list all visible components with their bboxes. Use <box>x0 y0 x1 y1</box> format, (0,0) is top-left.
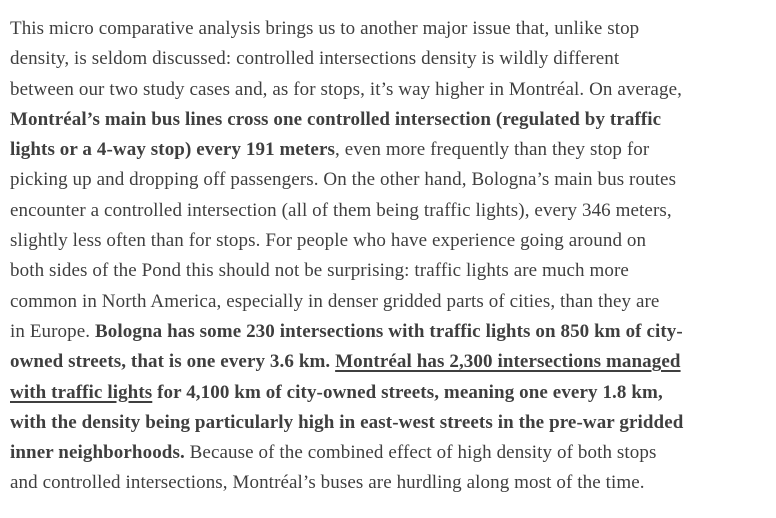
text-line <box>10 317 770 347</box>
text-run: common in North America, especially in denser gridded parts of cities, than they are <box>10 290 660 312</box>
text-line <box>10 468 770 498</box>
text-line <box>10 75 770 105</box>
traffic-lights-link[interactable]: with traffic lights <box>10 381 153 403</box>
text-run: with the density being particularly high in east-west streets in the pre-war gridded <box>10 411 684 433</box>
paragraph <box>10 14 770 499</box>
text-line <box>10 438 770 468</box>
text-run: , even more frequently than they stop for <box>335 139 650 161</box>
text-run: density, is seldom discussed: controlled intersections density is wildly different <box>10 48 620 70</box>
text-run: for 4,100 km of city-owned streets, meaning one every 1.8 km, <box>152 381 663 403</box>
text-line <box>10 135 770 165</box>
text-line <box>10 378 770 408</box>
text-run: owned streets, that is one every 3.6 km. <box>10 351 336 373</box>
text-run: Bologna has some 230 intersections with traffic lights on 850 km of city- <box>95 320 683 342</box>
text-run: This micro comparative analysis brings us to another major issue that, unlike stop <box>10 18 640 39</box>
text-line <box>10 105 770 135</box>
text-line <box>10 44 770 74</box>
text-run: inner neighborhoods. <box>10 442 185 464</box>
text-run: in Europe. <box>10 320 95 342</box>
text-run: Because of the combined effect of high density of both stops <box>184 442 657 464</box>
text-run: Montréal’s main bus lines cross one controlled intersection (regulated by traffic <box>10 108 662 130</box>
text-line <box>10 196 770 226</box>
text-line <box>10 226 770 256</box>
text-line <box>10 287 770 317</box>
text-line <box>10 347 770 377</box>
text-line <box>10 165 770 195</box>
text-run: slightly less often than for stops. For people who have experience going around on <box>10 230 647 252</box>
text-run: and controlled intersections, Montréal’s buses are hurdling along most of the time. <box>10 472 645 494</box>
text-run: between our two study cases and, as for stops, it’s way higher in Montréal. On average, <box>10 78 682 100</box>
text-line <box>10 256 770 286</box>
text-line <box>10 14 770 44</box>
text-run: lights or a 4-way stop) every 191 meters <box>10 139 335 161</box>
text-line <box>10 408 770 438</box>
text-run: picking up and dropping off passengers. On the other hand, Bologna’s main bus routes <box>10 169 677 191</box>
text-run: encounter a controlled intersection (all of them being traffic lights), every 346 meters, <box>10 199 672 221</box>
traffic-lights-link[interactable]: Montréal has 2,300 intersections managed <box>335 351 681 373</box>
text-run: both sides of the Pond this should not be surprising: traffic lights are much more <box>10 260 629 282</box>
